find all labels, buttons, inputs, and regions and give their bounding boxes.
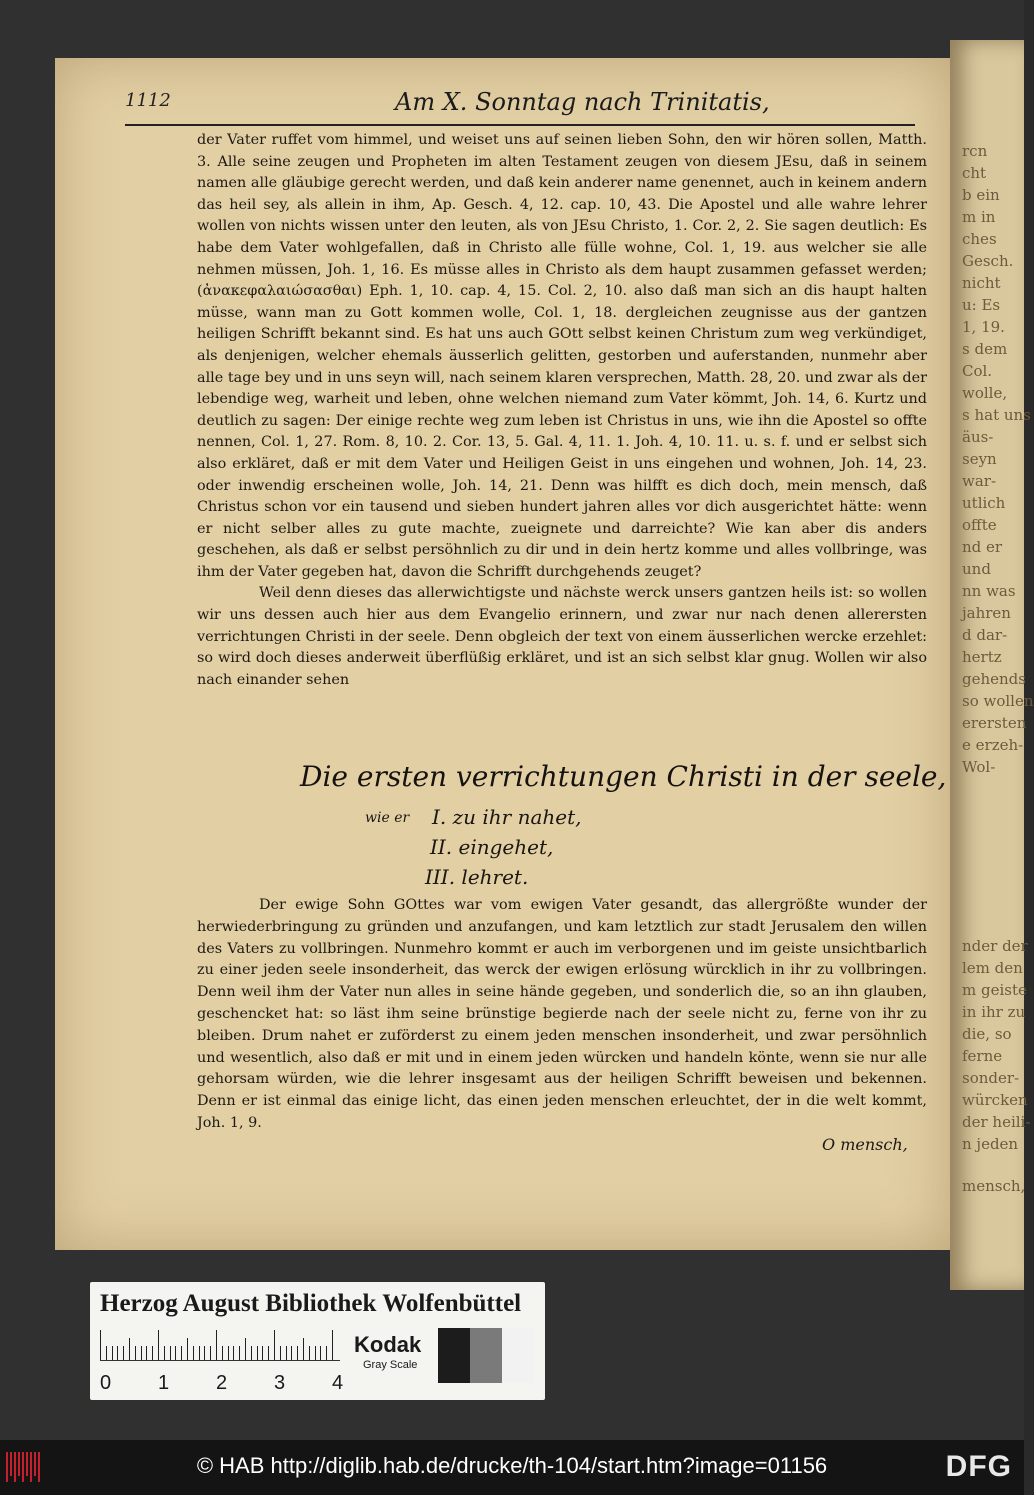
ruler-tick	[239, 1346, 240, 1360]
section-title: Die ersten verrichtungen Christi in der seele,	[300, 760, 947, 793]
ruler-tick	[297, 1346, 298, 1360]
ruler-tick	[210, 1346, 211, 1360]
facing-page-line: der heili-	[962, 1113, 1031, 1131]
ruler-tick	[280, 1346, 281, 1360]
ruler-tick	[245, 1338, 246, 1360]
ruler-tick	[112, 1346, 113, 1360]
facing-page-line: erersten	[962, 714, 1027, 732]
library-name: Herzog August Bibliothek Wolfenbüttel	[100, 1290, 522, 1317]
ruler-tick	[181, 1346, 182, 1360]
ruler-label: 0	[100, 1372, 112, 1394]
ruler-tick	[303, 1338, 304, 1360]
ruler-label: 1	[158, 1372, 170, 1394]
ruler-tick	[320, 1346, 321, 1360]
ruler-tick	[286, 1346, 287, 1360]
ruler-label: 4	[332, 1372, 344, 1394]
ruler-tick	[222, 1346, 223, 1360]
facing-page-line: ferne	[962, 1047, 1003, 1065]
facing-page-line: n jeden	[962, 1135, 1019, 1153]
facing-page-line: jahren	[962, 604, 1011, 622]
facing-page-line: nicht	[962, 274, 1001, 292]
facing-page-line: b ein	[962, 186, 1000, 204]
page-number: 1112	[125, 90, 171, 111]
ruler-tick	[251, 1346, 252, 1360]
ruler-tick	[158, 1330, 159, 1360]
ruler-tick	[204, 1346, 205, 1360]
facing-page-line: e erzeh-	[962, 736, 1024, 754]
facing-page-line: äus-	[962, 428, 994, 446]
ruler-tick	[175, 1346, 176, 1360]
facing-page-line: und	[962, 560, 991, 578]
ruler-tick	[315, 1346, 316, 1360]
outline-item: I. zu ihr nahet,	[432, 805, 582, 829]
ruler-tick	[164, 1346, 165, 1360]
ruler-tick	[268, 1346, 269, 1360]
catchword: O mensch,	[822, 1135, 908, 1154]
color-target-card	[90, 1282, 545, 1400]
facing-page-line: Gesch.	[962, 252, 1014, 270]
page-header	[125, 88, 915, 126]
outline-item: III. lehret.	[425, 865, 529, 889]
facing-page-line: Col.	[962, 362, 993, 380]
ruler-tick	[193, 1346, 194, 1360]
ruler-tick	[170, 1346, 171, 1360]
ruler-tick	[291, 1346, 292, 1360]
main-text	[197, 130, 927, 691]
facing-page-line: s dem	[962, 340, 1008, 358]
facing-page-line: wolle,	[962, 384, 1008, 402]
ruler-tick	[216, 1330, 217, 1360]
facing-page-line: m in	[962, 208, 996, 226]
ruler-tick	[257, 1346, 258, 1360]
facing-page-line: d dar-	[962, 626, 1008, 644]
facing-page-line: so wollen	[962, 692, 1034, 710]
ruler-tick	[146, 1346, 147, 1360]
gray-patch-light	[502, 1328, 534, 1383]
dfg-logo: DFG	[945, 1450, 1012, 1483]
facing-page-line: seyn	[962, 450, 997, 468]
facing-page-text-top	[962, 140, 1032, 690]
facing-page-line: 1, 19.	[962, 318, 1005, 336]
running-head: Am X. Sonntag nach Trinitatis,	[395, 88, 770, 116]
facing-page-line: sonder-	[962, 1069, 1020, 1087]
ruler-tick	[135, 1346, 136, 1360]
facing-page-line: nder der	[962, 937, 1028, 955]
ruler-tick	[326, 1346, 327, 1360]
ruler-label: 2	[216, 1372, 228, 1394]
ruler-tick	[332, 1330, 333, 1360]
facing-page-line: lem den	[962, 959, 1023, 977]
paragraph-3: Der ewige Sohn GOttes war vom ewigen Vater gesandt, das allergrößte wunder der herwiederbringung zu gründen und anzufangen, und kam letztlich zur stadt Jerusalem den willen des Vaters zu vollbringen. Nunmehro kommt er auch im verborgenen und im geiste unsichtbarlich zu einer jeden seele insonderheit, das werck der ewigen erlösung würcklich in ihr zu vollbringen. Denn weil ihm der Vater nun alles in seine hände gegeben, und sonderlich die, so an ihn glauben, geschencket hat: so läst ihm seine brünstige begierde nach der seele nicht zu, ferne von ihr zu bleiben. Drum nahet er zuförderst zu einem jeden menschen insonderheit, und zwar persöhnlich und wesentlich, also daß er mit und in einem jeden würcken und handeln könte, wenn sie nur alle gehorsam würden, wie die lehrer insgesamt aus der heiligen Schrifft beweisen und bekennen. Denn er ist einmal das einige licht, das einen jeden menschen erleuchtet, der in die welt kommt, Joh. 1, 9.	[197, 897, 927, 1131]
facing-page-line: m geiste	[962, 981, 1027, 999]
gray-scale-label: Gray Scale	[363, 1359, 418, 1371]
paragraph-2: Weil denn dieses das allerwichtigste und nächste werck unsers gantzen heils ist: so wollen wir uns dessen auch hier aus dem Evangelio erinnern, und zwar nur nach denen allerersten verrichtungen Christi in der seele. Denn obgleich der text von einem äusserlichen wercke erzehlet: so wird doch dieses anderweit überflüßig erkläret, und ist an sich selbst klar gnug. Wollen wir also nach einander sehen	[197, 585, 927, 688]
facing-page-line: u: Es	[962, 296, 1001, 314]
facing-page-text-lower	[962, 935, 1032, 1155]
paragraph-1: der Vater ruffet vom himmel, und weiset uns auf seinen lieben Sohn, den wir hören sollen, Matth. 3. Alle seine zeugen und Propheten im alten Testament zeugen von diesem JEsu, daß in seinem namen alle gläubige gerecht werden, und daß kein anderer name genennet, auch in keinem andern das heil sey, als allein in ihm, Ap. Gesch. 4, 12. cap. 10, 43. Die Apostel und alle wahre lehrer wollen von nichts wissen unter den leuten, als von JEsu Christo, 1. Cor. 2, 2. Sie sagen deutlich: Es habe dem Vater wohlgefallen, daß in Christo alle fülle wohne, Col. 1, 19. aus welcher sie alle nehmen müssen, Joh. 1, 16. Es müsse alles in Christo als dem haupt zusammen gefasset werden; (ἀνακεφαλαιώσασθαι) Eph. 1, 10. cap. 4, 15. Col. 2, 10. also daß man sich an dis haupt halten müsse, wann man zu Gott kommen wolle, Col. 1, 18. dergleichen zeugnisse aus der gantzen heiligen Schrifft bekannt sind. Es hat uns auch GOtt selbst keinen Christum zum weg verkündiget, als denjenigen, welcher ehemals äusserlich gelitten, gestorben und auferstanden, nunmehr aber alle tage bey und in uns seyn will, nach seinem klaren versprechen, Matth. 28, 20. und zwar als der lebendige weg, warheit und leben, ohne welchen niemand zum Vater kömmt, Joh. 14, 6. Kurtz und deutlich zu sagen: Der einige rechte weg zum leben ist Christus in uns, wie ihn die Apostel so offte nennen, Col. 1, 27. Rom. 8, 10. 2. Cor. 13, 5. Gal. 4, 11. 1. Joh. 4, 10. 11. u. s. f. und er selbst sich also erkläret, daß er mit dem Vater und Heiligen Geist in uns eingehen und wohnen, Joh. 14, 23. oder inwendig erscheinen wolle, Joh. 14, 21. Denn was hilfft es dich doch, mein mensch, daß Christus schon vor ein tausend und sieben hundert jahren alles vor dich ausgerichtet hätte: wenn er nicht selber alles zu gute machte, zueignete und darreichte? Wie kan aber dis anders geschehen, als daß er selbst persöhnlich zu dir und in dein hertz komme und alles vollbringe, was ihm der Vater gegeben hat, davon die Schrifft durchgehends zeuget?	[197, 132, 927, 580]
facing-page-line: Wol-	[962, 758, 996, 776]
ruler-tick	[309, 1346, 310, 1360]
ruler-tick	[117, 1346, 118, 1360]
facing-page-line: ches	[962, 230, 997, 248]
facing-page-line: gehends	[962, 670, 1026, 688]
main-text-continued	[197, 895, 927, 1135]
facing-page-text-bottom: mensch,	[962, 1177, 1026, 1195]
facing-page-line: hertz	[962, 648, 1002, 666]
ruler-tick	[106, 1346, 107, 1360]
ruler-tick	[233, 1346, 234, 1360]
ruler-tick	[123, 1346, 124, 1360]
footer-bar	[0, 1440, 1024, 1495]
facing-page-edge	[950, 40, 1034, 1290]
ruler-tick	[199, 1346, 200, 1360]
ruler-tick	[141, 1346, 142, 1360]
facing-page-line: cht	[962, 164, 987, 182]
facing-page-text-middle	[962, 690, 1032, 778]
ruler-tick	[262, 1346, 263, 1360]
ruler-tick	[100, 1330, 101, 1360]
facing-page-line: utlich	[962, 494, 1006, 512]
ruler-tick	[129, 1338, 130, 1360]
kodak-logo: Kodak	[354, 1332, 422, 1357]
gray-patch-dark	[438, 1328, 470, 1383]
facing-page-line: offte	[962, 516, 997, 534]
ruler-label: 3	[274, 1372, 286, 1394]
ruler-tick	[274, 1330, 275, 1360]
scale-ruler	[100, 1330, 340, 1361]
gray-patch-mid	[470, 1328, 502, 1383]
facing-page-line: war-	[962, 472, 997, 490]
copyright-text: © HAB http://diglib.hab.de/drucke/th-104/start.htm?image=01156	[196, 1453, 828, 1478]
outline-intro: wie er	[365, 810, 410, 826]
facing-page-line: in ihr zu	[962, 1003, 1026, 1021]
facing-page-line: nn was	[962, 582, 1016, 600]
facing-page-line: würcken	[962, 1091, 1028, 1109]
outline-item: II. eingehet,	[430, 835, 554, 859]
facing-page-line: nd er	[962, 538, 1003, 556]
facing-page-line: s hat uns	[962, 406, 1031, 424]
ruler-tick	[187, 1338, 188, 1360]
ruler-tick	[228, 1346, 229, 1360]
facing-page-line: die, so	[962, 1025, 1012, 1043]
facing-page-line: rcn	[962, 142, 988, 160]
ruler-tick	[152, 1346, 153, 1360]
gray-patches	[438, 1328, 534, 1383]
